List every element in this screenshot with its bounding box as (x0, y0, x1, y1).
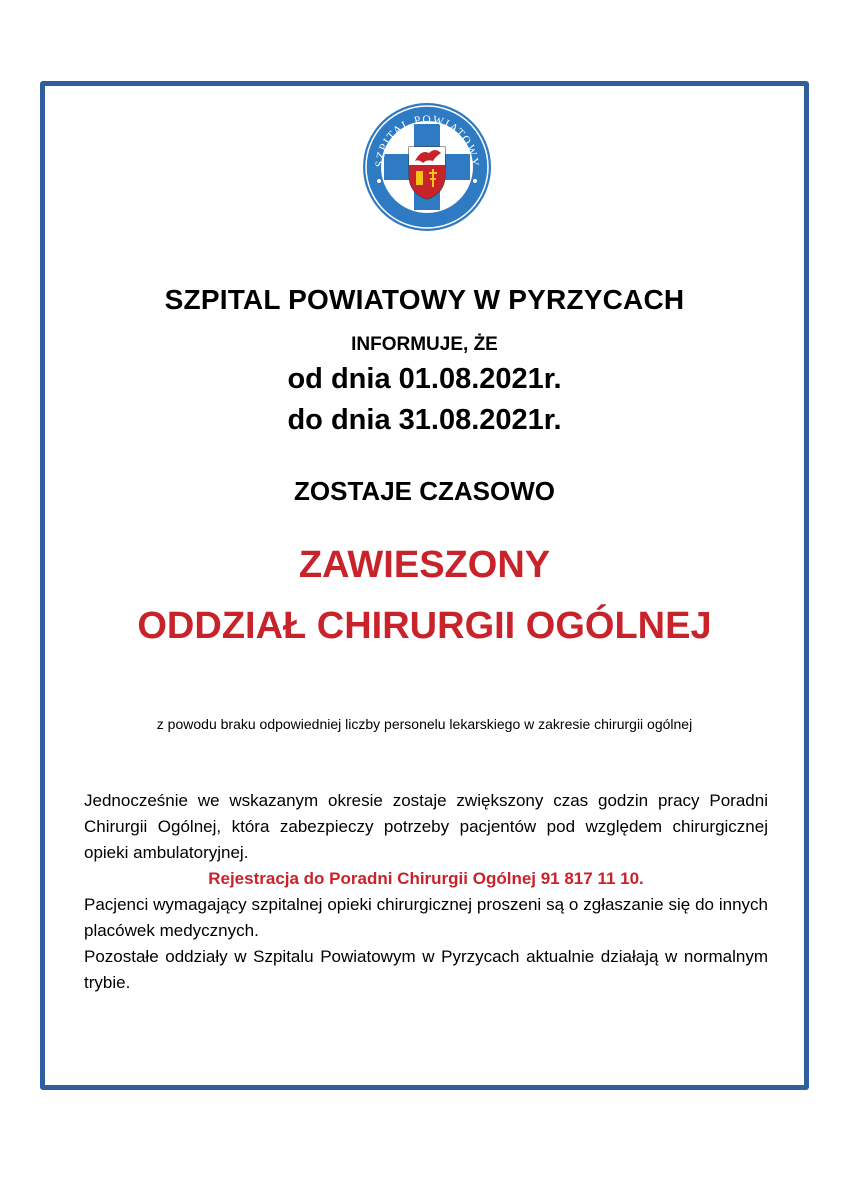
hospital-seal-icon (361, 101, 493, 233)
paragraph-other-facilities: Pacjenci wymagający szpitalnej opieki chirurgicznej proszeni są o zgłaszanie się do innych placówek medycznych. (84, 895, 768, 940)
paragraph-other-wards: Pozostałe oddziały w Szpitalu Powiatowym w Pyrzycach aktualnie działają w normalnym trybie. (84, 947, 768, 992)
notice-body (84, 788, 768, 996)
logo-ring-top-text: SZPITAL POWIATOWY (373, 113, 481, 168)
hospital-name-heading: SZPITAL POWIATOWY W PYRZYCACH (164, 284, 685, 315)
date-from: od dnia 01.08.2021r. (287, 363, 562, 395)
suspended-heading: ZAWIESZONY (298, 544, 551, 586)
temporarily-heading: ZOSTAJE CZASOWO (294, 476, 555, 506)
informs-subheading: INFORMUJE, ŻE (351, 334, 498, 355)
reason-text: z powodu braku odpowiedniej liczby personelu lekarskiego w zakresie chirurgii ogólnej (156, 716, 693, 732)
paragraph-clinic-hours: Jednocześnie we wskazanym okresie zostaje zwiększony czas godzin pracy Poradni Chirurgii Ogólnej, która zabezpieczy potrzeby pacjentów pod względem chirurgicznej opieki ambulatoryjnej. (84, 791, 768, 862)
ward-name-heading: ODDZIAŁ CHIRURGII OGÓLNEJ (137, 605, 712, 647)
hospital-logo (361, 101, 493, 233)
date-to: do dnia 31.08.2021r. (287, 404, 562, 436)
registration-phone-line: Rejestracja do Poradni Chirurgii Ogólnej 91 817 11 10. (208, 869, 644, 888)
